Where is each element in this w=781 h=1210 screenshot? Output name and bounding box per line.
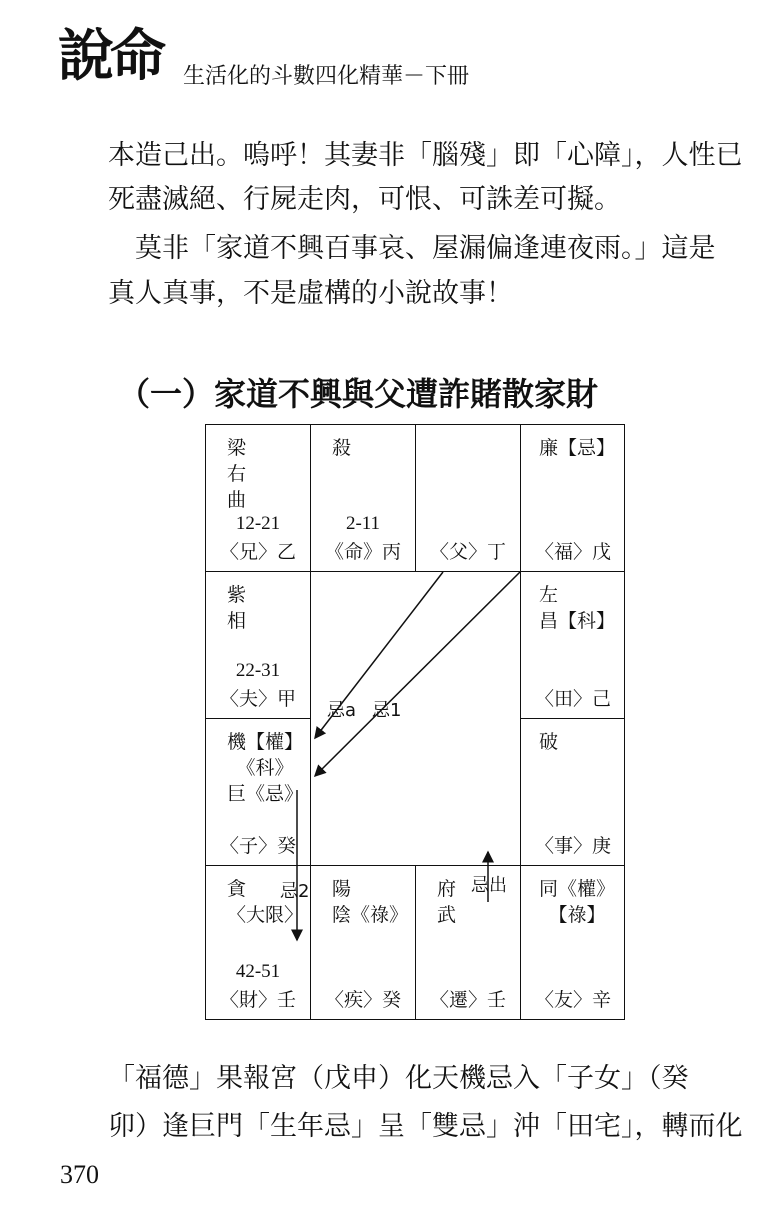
note-ji-1: 忌1 <box>372 700 402 721</box>
palace-name: 〈事〉庚 <box>535 835 612 857</box>
palace-name: 〈田〉己 <box>535 688 612 710</box>
note-ji-out: 忌出 <box>471 875 507 896</box>
palace-stars: 紫 相 <box>227 584 247 632</box>
note-ji-2: 忌2 <box>280 881 310 902</box>
book-subtitle: 生活化的斗數四化精華－下冊 <box>183 64 470 89</box>
transformation-arrows <box>205 424 625 1020</box>
palace-name: 〈友〉辛 <box>535 989 612 1011</box>
intro-line-1: 本造己出。嗚呼！其妻非「腦殘」即「心障」，人性已 <box>108 140 743 171</box>
intro-line-3: 莫非「家道不興百事哀、屋漏偏逢連夜雨。」這是 <box>108 233 716 264</box>
page-number: 370 <box>60 1160 99 1189</box>
palace-stars: 梁 右 曲 <box>227 437 247 511</box>
palace-stars: 陽 陰《祿》 <box>332 878 409 926</box>
palace-stars: 機【權】 《科》 巨《忌》 <box>227 731 304 805</box>
intro-line-4: 真人真事，不是虛構的小說故事！ <box>108 278 513 309</box>
palace-name: 〈財〉壬 <box>220 989 297 1011</box>
book-logo: 說命 <box>58 23 162 89</box>
palace-name: 〈疾〉癸 <box>325 989 402 1011</box>
palace-range: 42-51 <box>235 961 281 982</box>
palace-name: 《命》丙 <box>325 541 402 563</box>
palace-range: 22-31 <box>235 660 281 681</box>
body-line-1: 「福德」果報宮（戊申）化天機忌入「子女」（癸 <box>108 1063 689 1094</box>
palace-name: 〈遷〉壬 <box>430 989 507 1011</box>
palace-range: 2-11 <box>345 513 381 534</box>
palace-range: 12-21 <box>235 513 281 534</box>
palace-stars: 府 武 <box>437 878 457 926</box>
ziwei-chart <box>205 424 625 1020</box>
section-title: （一）家道不興與父遭詐賭散家財 <box>118 375 599 413</box>
palace-stars: 破 <box>539 731 559 753</box>
body-line-2: 卯）逢巨門「生年忌」呈「雙忌」沖「田宅」，轉而化 <box>108 1111 743 1142</box>
palace-stars: 殺 <box>332 437 352 459</box>
palace-name: 〈父〉丁 <box>430 541 507 563</box>
intro-line-2: 死盡滅絕、行屍走肉，可恨、可誅差可擬。 <box>108 184 621 215</box>
palace-name: 〈兄〉乙 <box>220 541 297 563</box>
palace-stars: 左 昌【科】 <box>539 584 616 632</box>
palace-stars: 廉【忌】 <box>539 437 616 459</box>
arrow-fude-to-zinv <box>315 572 520 776</box>
note-ji-a: 忌a <box>327 700 357 721</box>
palace-stars: 貪 〈大限〉 <box>227 878 304 926</box>
palace-name: 〈子〉癸 <box>220 835 297 857</box>
palace-stars: 同《權》 【祿】 <box>539 878 616 926</box>
palace-name: 〈福〉戊 <box>535 541 612 563</box>
palace-name: 〈夫〉甲 <box>220 688 297 710</box>
